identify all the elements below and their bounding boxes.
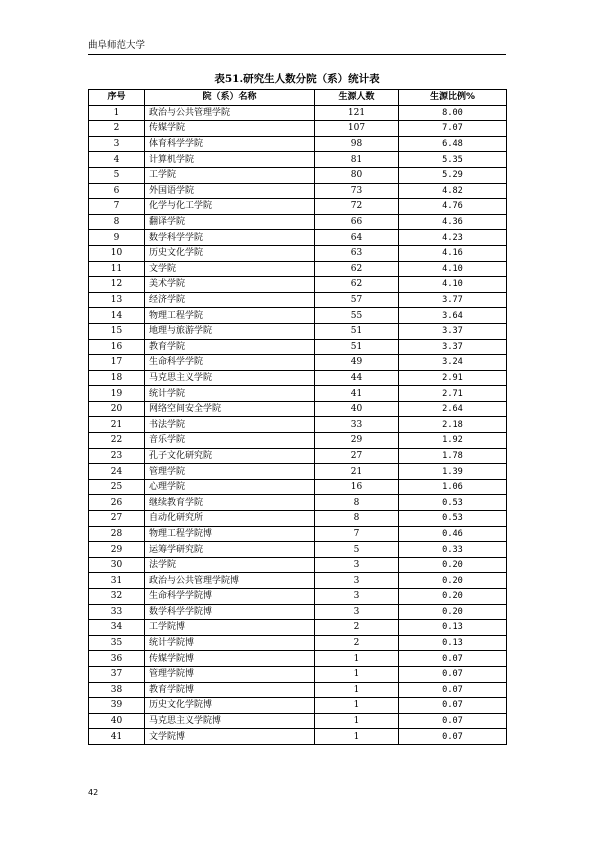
department-name: 自动化研究所 — [145, 511, 315, 527]
enrollment-ratio: 0.20 — [399, 589, 507, 605]
department-name: 教育学院 — [145, 339, 315, 355]
table-row — [89, 542, 507, 558]
enrollment-ratio: 0.53 — [399, 495, 507, 511]
table-row — [89, 199, 507, 215]
enrollment-count: 41 — [315, 386, 399, 402]
table-row — [89, 479, 507, 495]
enrollment-ratio: 0.07 — [399, 713, 507, 729]
department-name: 生命科学学院 — [145, 355, 315, 371]
enrollment-ratio: 0.07 — [399, 698, 507, 714]
department-name: 运筹学研究院 — [145, 542, 315, 558]
enrollment-ratio: 0.07 — [399, 682, 507, 698]
row-index: 33 — [89, 604, 145, 620]
table-row — [89, 370, 507, 386]
department-name: 马克思主义学院 — [145, 370, 315, 386]
row-index: 14 — [89, 308, 145, 324]
table-row — [89, 261, 507, 277]
table-row — [89, 464, 507, 480]
enrollment-count: 73 — [315, 183, 399, 199]
department-name: 马克思主义学院博 — [145, 713, 315, 729]
table-row — [89, 635, 507, 651]
enrollment-count: 64 — [315, 230, 399, 246]
table-row — [89, 682, 507, 698]
enrollment-ratio: 0.20 — [399, 557, 507, 573]
enrollment-ratio: 0.13 — [399, 620, 507, 636]
row-index: 8 — [89, 214, 145, 230]
department-name: 政治与公共管理学院博 — [145, 573, 315, 589]
enrollment-count: 1 — [315, 698, 399, 714]
enrollment-ratio: 0.20 — [399, 573, 507, 589]
row-index: 30 — [89, 557, 145, 573]
enrollment-count: 5 — [315, 542, 399, 558]
enrollment-ratio: 4.76 — [399, 199, 507, 215]
row-index: 10 — [89, 245, 145, 261]
table-row — [89, 651, 507, 667]
table-row — [89, 557, 507, 573]
row-index: 25 — [89, 479, 145, 495]
table-title: 表51.研究生人数分院（系）统计表 — [214, 73, 380, 85]
enrollment-ratio: 4.10 — [399, 261, 507, 277]
table-row — [89, 401, 507, 417]
enrollment-ratio: 3.37 — [399, 323, 507, 339]
table-row — [89, 214, 507, 230]
enrollment-ratio: 0.20 — [399, 604, 507, 620]
enrollment-ratio: 4.10 — [399, 277, 507, 293]
enrollment-ratio: 2.18 — [399, 417, 507, 433]
enrollment-count: 8 — [315, 511, 399, 527]
enrollment-count: 51 — [315, 339, 399, 355]
department-name: 物理工程学院博 — [145, 526, 315, 542]
table-row — [89, 152, 507, 168]
enrollment-count: 2 — [315, 620, 399, 636]
enrollment-count: 44 — [315, 370, 399, 386]
enrollment-ratio: 0.53 — [399, 511, 507, 527]
enrollment-count: 1 — [315, 682, 399, 698]
table-row — [89, 604, 507, 620]
row-index: 2 — [89, 121, 145, 137]
row-index: 21 — [89, 417, 145, 433]
table-row — [89, 323, 507, 339]
row-index: 18 — [89, 370, 145, 386]
table-row — [89, 386, 507, 402]
enrollment-ratio: 5.35 — [399, 152, 507, 168]
enrollment-count: 1 — [315, 729, 399, 745]
row-index: 32 — [89, 589, 145, 605]
enrollment-count: 81 — [315, 152, 399, 168]
enrollment-count: 80 — [315, 167, 399, 183]
enrollment-count: 40 — [315, 401, 399, 417]
column-header-ratio: 生源比例% — [399, 90, 507, 106]
table-row — [89, 245, 507, 261]
department-name: 统计学院博 — [145, 635, 315, 651]
table-row — [89, 495, 507, 511]
department-name: 音乐学院 — [145, 433, 315, 449]
table-row — [89, 105, 507, 121]
enrollment-count: 3 — [315, 604, 399, 620]
row-index: 38 — [89, 682, 145, 698]
enrollment-ratio: 3.77 — [399, 292, 507, 308]
row-index: 37 — [89, 666, 145, 682]
row-index: 29 — [89, 542, 145, 558]
table-row — [89, 277, 507, 293]
department-name: 历史文化学院 — [145, 245, 315, 261]
enrollment-count: 63 — [315, 245, 399, 261]
department-name: 法学院 — [145, 557, 315, 573]
row-index: 5 — [89, 167, 145, 183]
enrollment-ratio: 0.13 — [399, 635, 507, 651]
department-name: 化学与化工学院 — [145, 199, 315, 215]
row-index: 7 — [89, 199, 145, 215]
department-name: 工学院 — [145, 167, 315, 183]
column-header-count: 生源人数 — [315, 90, 399, 106]
row-index: 35 — [89, 635, 145, 651]
enrollment-ratio: 7.07 — [399, 121, 507, 137]
enrollment-ratio: 4.23 — [399, 230, 507, 246]
table-row — [89, 589, 507, 605]
enrollment-ratio: 2.64 — [399, 401, 507, 417]
enrollment-ratio: 3.37 — [399, 339, 507, 355]
row-index: 19 — [89, 386, 145, 402]
row-index: 9 — [89, 230, 145, 246]
enrollment-count: 49 — [315, 355, 399, 371]
department-name: 书法学院 — [145, 417, 315, 433]
row-index: 20 — [89, 401, 145, 417]
department-name: 地理与旅游学院 — [145, 323, 315, 339]
table-row — [89, 698, 507, 714]
enrollment-ratio: 0.46 — [399, 526, 507, 542]
table-row — [89, 230, 507, 246]
table-row — [89, 666, 507, 682]
enrollment-ratio: 1.39 — [399, 464, 507, 480]
department-name: 文学院 — [145, 261, 315, 277]
enrollment-ratio: 0.07 — [399, 651, 507, 667]
table-row — [89, 136, 507, 152]
statistics-table — [88, 89, 507, 745]
department-name: 文学院博 — [145, 729, 315, 745]
enrollment-ratio: 4.16 — [399, 245, 507, 261]
enrollment-count: 16 — [315, 479, 399, 495]
enrollment-count: 1 — [315, 713, 399, 729]
row-index: 4 — [89, 152, 145, 168]
enrollment-ratio: 4.36 — [399, 214, 507, 230]
row-index: 16 — [89, 339, 145, 355]
department-name: 继续教育学院 — [145, 495, 315, 511]
row-index: 11 — [89, 261, 145, 277]
enrollment-count: 27 — [315, 448, 399, 464]
table-row — [89, 292, 507, 308]
row-index: 6 — [89, 183, 145, 199]
enrollment-ratio: 5.29 — [399, 167, 507, 183]
enrollment-count: 51 — [315, 323, 399, 339]
enrollment-count: 3 — [315, 573, 399, 589]
table-row — [89, 620, 507, 636]
enrollment-count: 2 — [315, 635, 399, 651]
table-row — [89, 308, 507, 324]
enrollment-ratio: 2.91 — [399, 370, 507, 386]
enrollment-count: 29 — [315, 433, 399, 449]
enrollment-ratio: 0.07 — [399, 666, 507, 682]
row-index: 23 — [89, 448, 145, 464]
department-name: 翻译学院 — [145, 214, 315, 230]
row-index: 36 — [89, 651, 145, 667]
page-header: 曲阜师范大学 — [88, 40, 506, 55]
department-name: 工学院博 — [145, 620, 315, 636]
row-index: 31 — [89, 573, 145, 589]
table-row — [89, 355, 507, 371]
enrollment-count: 1 — [315, 651, 399, 667]
enrollment-ratio: 6.48 — [399, 136, 507, 152]
table-row — [89, 526, 507, 542]
department-name: 美术学院 — [145, 277, 315, 293]
table-row — [89, 183, 507, 199]
enrollment-ratio: 0.07 — [399, 729, 507, 745]
row-index: 40 — [89, 713, 145, 729]
table-row — [89, 417, 507, 433]
enrollment-count: 98 — [315, 136, 399, 152]
department-name: 管理学院博 — [145, 666, 315, 682]
enrollment-count: 8 — [315, 495, 399, 511]
enrollment-ratio: 8.00 — [399, 105, 507, 121]
department-name: 生命科学学院博 — [145, 589, 315, 605]
row-index: 34 — [89, 620, 145, 636]
table-row — [89, 433, 507, 449]
table-row — [89, 729, 507, 745]
enrollment-count: 57 — [315, 292, 399, 308]
row-index: 22 — [89, 433, 145, 449]
table-row — [89, 448, 507, 464]
department-name: 计算机学院 — [145, 152, 315, 168]
row-index: 17 — [89, 355, 145, 371]
enrollment-count: 55 — [315, 308, 399, 324]
enrollment-count: 66 — [315, 214, 399, 230]
table-header-row — [89, 90, 507, 106]
department-name: 体育科学学院 — [145, 136, 315, 152]
department-name: 经济学院 — [145, 292, 315, 308]
enrollment-ratio: 0.33 — [399, 542, 507, 558]
column-header-index: 序号 — [89, 90, 145, 106]
table-row — [89, 713, 507, 729]
enrollment-ratio: 3.24 — [399, 355, 507, 371]
department-name: 数学科学学院 — [145, 230, 315, 246]
row-index: 41 — [89, 729, 145, 745]
department-name: 政治与公共管理学院 — [145, 105, 315, 121]
row-index: 28 — [89, 526, 145, 542]
table-body — [89, 105, 507, 744]
enrollment-ratio: 4.82 — [399, 183, 507, 199]
enrollment-ratio: 2.71 — [399, 386, 507, 402]
department-name: 教育学院博 — [145, 682, 315, 698]
enrollment-count: 107 — [315, 121, 399, 137]
table-row — [89, 573, 507, 589]
enrollment-count: 62 — [315, 277, 399, 293]
row-index: 3 — [89, 136, 145, 152]
department-name: 传媒学院 — [145, 121, 315, 137]
department-name: 心理学院 — [145, 479, 315, 495]
row-index: 39 — [89, 698, 145, 714]
enrollment-count: 3 — [315, 589, 399, 605]
enrollment-ratio: 1.92 — [399, 433, 507, 449]
enrollment-count: 121 — [315, 105, 399, 121]
department-name: 管理学院 — [145, 464, 315, 480]
enrollment-count: 1 — [315, 666, 399, 682]
row-index: 13 — [89, 292, 145, 308]
row-index: 26 — [89, 495, 145, 511]
enrollment-ratio: 1.06 — [399, 479, 507, 495]
department-name: 传媒学院博 — [145, 651, 315, 667]
row-index: 27 — [89, 511, 145, 527]
department-name: 网络空间安全学院 — [145, 401, 315, 417]
department-name: 孔子文化研究院 — [145, 448, 315, 464]
row-index: 15 — [89, 323, 145, 339]
row-index: 24 — [89, 464, 145, 480]
table-row — [89, 511, 507, 527]
enrollment-ratio: 1.78 — [399, 448, 507, 464]
table-row — [89, 167, 507, 183]
department-name: 物理工程学院 — [145, 308, 315, 324]
enrollment-count: 21 — [315, 464, 399, 480]
enrollment-count: 3 — [315, 557, 399, 573]
enrollment-count: 33 — [315, 417, 399, 433]
department-name: 数学科学学院博 — [145, 604, 315, 620]
enrollment-count: 62 — [315, 261, 399, 277]
department-name: 历史文化学院博 — [145, 698, 315, 714]
column-header-department: 院（系）名称 — [145, 90, 315, 106]
table-row — [89, 121, 507, 137]
page-number: 42 — [88, 788, 99, 797]
table-row — [89, 339, 507, 355]
row-index: 1 — [89, 105, 145, 121]
department-name: 统计学院 — [145, 386, 315, 402]
row-index: 12 — [89, 277, 145, 293]
enrollment-ratio: 3.64 — [399, 308, 507, 324]
enrollment-count: 7 — [315, 526, 399, 542]
enrollment-count: 72 — [315, 199, 399, 215]
department-name: 外国语学院 — [145, 183, 315, 199]
